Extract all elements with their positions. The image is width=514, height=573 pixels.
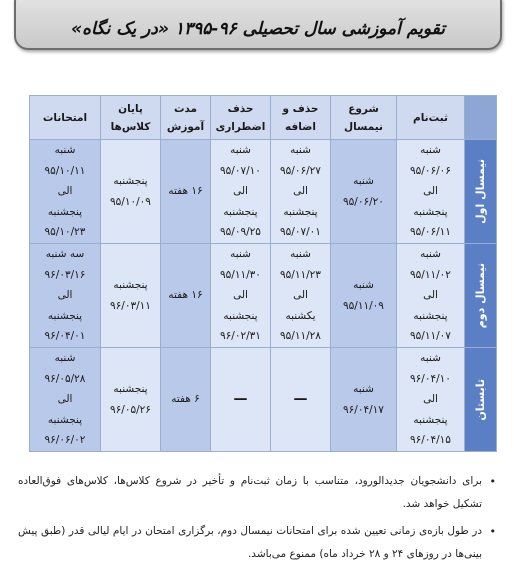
table-cell [211,244,271,348]
cell-line: سه شنبه [45,248,85,261]
cell-line: ۹۶/۰۵/۲۶ [110,403,151,416]
note-text: در طول بازه‌ی زمانی تعیین شده برای امتحانات نیمسال دوم، برگزاری امتحان در ایام لیالی قدر (طبق پیش بینی‌ها در روزهای ۲۴ و ۲۸ خرداد ماه) ممنوع می‌باشد. [18,525,482,560]
cell-line: پنجشنبه [413,309,448,322]
cell-line: پنجشنبه [113,383,148,395]
cell-line: الی [57,393,73,406]
table-cell [211,140,271,244]
cell-line: شنبه [54,144,76,157]
cell-line: ۹۵/۱۱/۳۰ [220,268,261,281]
table-cell [161,348,211,452]
table-cell [397,348,465,452]
cell-line: پنجشنبه [47,413,83,426]
cell-line: ۹۶/۰۴/۱۵ [410,434,451,447]
note-item [18,470,496,516]
table-cell [271,244,331,348]
cell-line: پنجشنبه [223,205,258,218]
note-item [18,520,496,566]
cell-line: ۹۵/۰۷/۰۱ [280,226,321,239]
cell-line: ۹۵/۰۹/۲۵ [220,226,261,239]
row-label: نیمسال اول [473,159,487,224]
table-cell [331,348,397,452]
cell-line: ۹۶/۰۵/۲۸ [44,372,86,385]
cell-line: ۹۵/۰۶/۲۰ [343,195,384,208]
cell-line: پنجشنبه [283,205,318,218]
calendar-table [29,95,497,452]
cell-line: شنبه [230,144,251,157]
row-label-cell [465,140,497,244]
cell-line: شنبه [353,383,374,395]
cell-line: شنبه [54,352,76,365]
cell-line: ۹۵/۱۱/۲۸ [280,330,321,343]
cell-line: ۹۶/۰۳/۱۶ [44,268,86,281]
header-cell: امتحانات [30,96,101,140]
cell-line: الی [57,289,73,302]
table-cell [161,244,211,348]
cell-line: ۹۵/۱۱/۰۷ [410,330,451,343]
cell-line: ۹۵/۰۶/۱۱ [410,226,451,239]
cell-line: الی [57,185,73,198]
cell-line: پنجشنبه [113,175,148,187]
cell-line: شنبه [290,144,311,157]
cell-line: پنجشنبه [47,309,83,322]
cell-line: یکشنبه [285,309,316,322]
cell-line: ۶ هفته [171,393,200,406]
cell-line: الی [233,289,248,302]
table-cell [30,140,101,244]
page-title: تقویم آموزشی سال تحصیلی ۹۶-۱۳۹۵ «در یک نگاه» [71,19,445,39]
notes [18,470,496,570]
cell-line: ۹۶/۰۴/۱۷ [343,403,384,416]
cell-line: الی [423,185,438,198]
row-label-cell [465,244,497,348]
table-row [30,348,497,452]
cell-line: پنجشنبه [413,205,448,218]
table-row [30,140,497,244]
table-cell [30,348,101,452]
table-cell [331,244,397,348]
cell-line: شنبه [420,248,441,261]
cell-line: الی [423,393,438,406]
table-cell [271,140,331,244]
cell-line: شنبه [420,144,441,157]
cell-line: ۹۵/۱۰/۰۹ [110,195,151,208]
cell-line: پنجشنبه [47,205,83,218]
cell-line: ۹۵/۰۶/۲۷ [280,164,321,177]
cell-line: الی [293,289,308,302]
cell-line: الی [233,185,248,198]
cell-line: شنبه [420,352,441,365]
header-cell: مدت آموزش [161,96,211,140]
header-cell: پایان کلاس‌ها [101,96,161,140]
cell-line: ۱۶ هفته [168,289,203,302]
header-cell: شروع نیمسال [331,96,397,140]
cell-line: ۹۶/۰۳/۱۱ [110,299,151,312]
cell-line: پنجشنبه [413,413,448,426]
table-cell [30,244,101,348]
table-cell [331,140,397,244]
cell-line: ۹۶/۰۴/۱۰ [410,372,451,385]
row-label-cell [465,348,497,452]
empty-dash: — [293,391,308,408]
cell-line: شنبه [353,279,374,291]
row-label: نیمسال دوم [473,262,487,329]
cell-line: شنبه [230,248,251,261]
cell-line: ۹۵/۰۷/۱۰ [220,164,261,177]
row-label: تابستان [473,378,487,421]
note-text: برای دانشجویان جدیدالورود، متناسب با زمان ثبت‌نام و تأخیر در شروع کلاس‌ها، کلاس‌های فوق‌العاده تشکیل خواهد شد. [18,475,482,510]
cell-line: پنجشنبه [223,309,258,322]
header-cell: حذف اضطراری [211,96,271,140]
table-cell [101,244,161,348]
cell-line: شنبه [290,248,311,261]
table-cell [101,348,161,452]
cell-line: ۹۶/۰۶/۰۲ [44,434,86,447]
cell-line: ۹۵/۱۱/۰۹ [343,299,384,312]
table-cell [397,244,465,348]
cell-line: پنجشنبه [113,279,148,291]
cell-line: الی [293,185,308,198]
header-row [30,96,497,140]
title-banner [14,0,502,50]
cell-line: ۱۶ هفته [168,185,203,198]
cell-line: ۹۵/۱۰/۲۳ [44,226,86,239]
cell-line: ۹۶/۰۲/۳۱ [220,330,261,343]
table-row [30,244,497,348]
cell-line: شنبه [353,175,374,187]
table-cell [397,140,465,244]
cell-line: ۹۵/۱۰/۱۱ [44,164,86,177]
cell-line: ۹۵/۱۱/۲۳ [280,268,321,281]
cell-line: ۹۵/۱۱/۰۲ [410,268,451,281]
empty-dash: — [233,391,248,408]
table-cell [101,140,161,244]
table-cell [161,140,211,244]
cell-line: الی [423,289,438,302]
bullet-icon: • [489,525,496,538]
header-cell: حذف و اضافه [271,96,331,140]
bullet-icon: • [489,475,496,488]
header-cell: ثبت‌نام [397,96,465,140]
cell-line: ۹۵/۰۶/۰۶ [410,164,451,177]
table-cell [211,348,271,452]
cell-line: ۹۶/۰۴/۰۱ [44,330,86,343]
table-cell [271,348,331,452]
corner-cell [465,96,497,140]
